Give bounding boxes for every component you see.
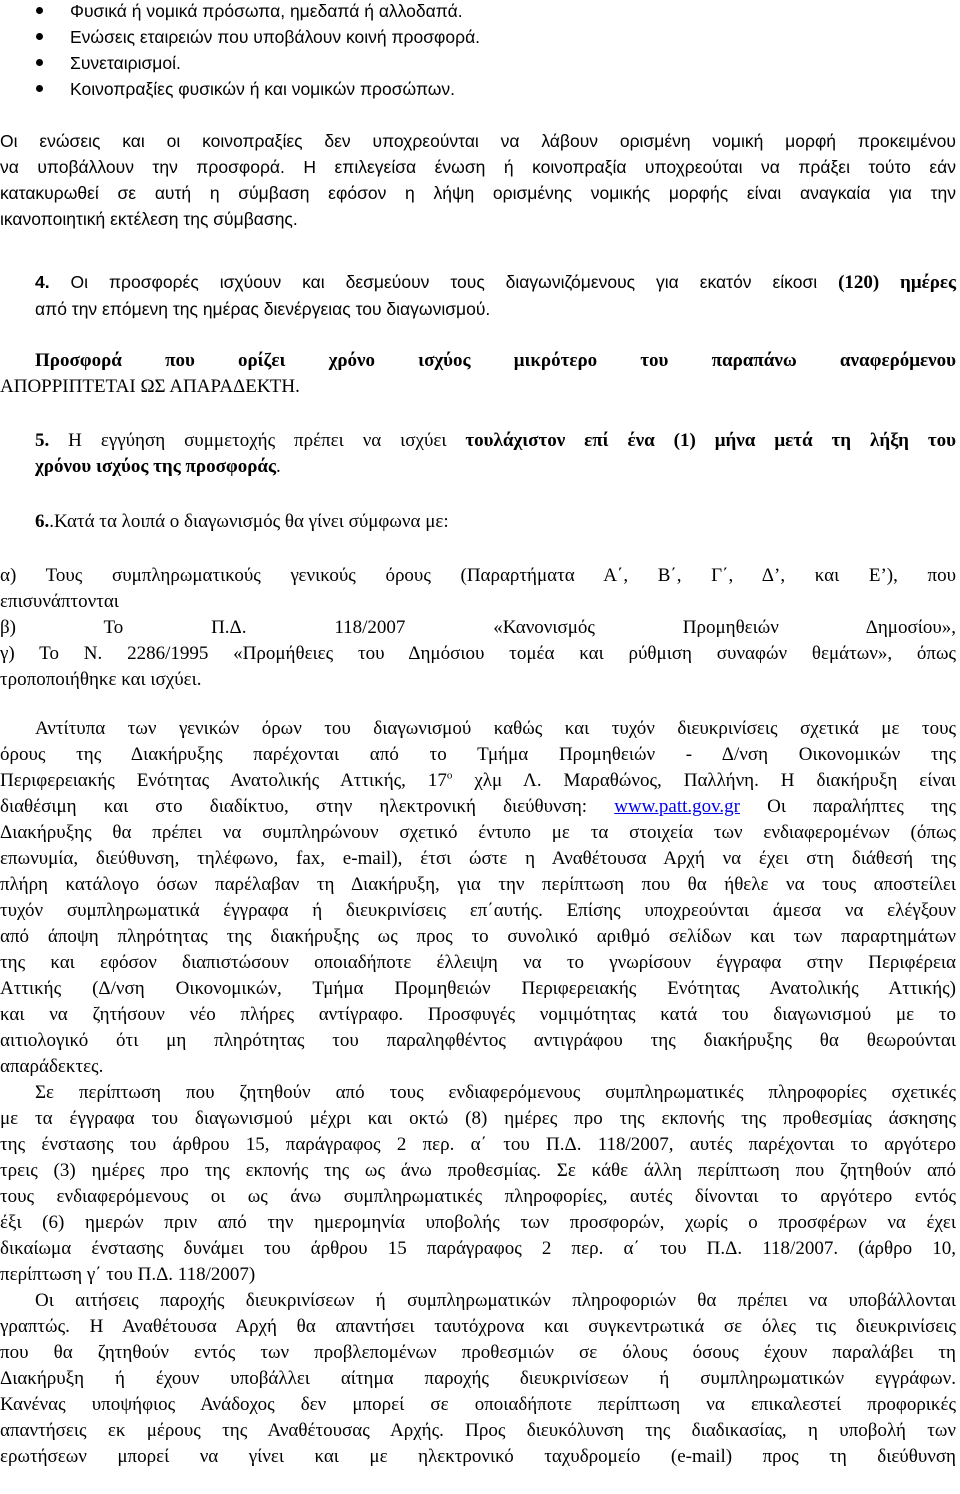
item-number: 5. [35,430,50,451]
list-item: Ενώσεις εταιρειών που υποβάλουν κοινή προσφορά. [34,24,934,50]
item-6-terms-intro: 6..Κατά τα λοιπά ο διαγωνισμός θα γίνει σύμφωνα με: [35,511,449,532]
eligible-bidders-list [34,0,934,102]
website-link[interactable]: www.patt.gov.gr [614,796,740,817]
requests-paragraph: Οι αιτήσεις παροχής διευκρινίσεων ή συμπληρωματικών πληροφοριών θα πρέπει να υποβάλλονται γραπτώς. Η Αναθέτουσα Αρχή θα απαντήσει ταυτόχρονα και συγκεντρωτικά σε όλες τις διευκρινίσεις που θα ζητηθούν εντός των προβλεπομένων προθεσμιών σε όλους όσους έχουν παραλάβει τη Διακήρυξη ή έχουν υποβάλλει αίτημα παροχής διευκρινίσεων ή συμπληρωματικών εγγράφων. Κανένας υποψήφιος Ανάδοχος δεν μπορεί σε οποιαδήποτε περίπτωση να επικαλεστεί προφορικές απαντήσεις εκ μέρους της Αναθέτουσας Αρχής. Προς διευκόλυνση της διαδικασίας, η υποβολή των ερωτήσεων μπορεί να γίνει και με ηλεκτρονικό ταχυδρομείο (e-mail) προς τη διεύθυνση [0,1290,956,1467]
bullet-icon [36,33,43,40]
clarifications-paragraph: Σε περίπτωση που ζητηθούν από τους ενδιαφερόμενους συμπληρωματικές πληροφορίες σχετικές με τα έγγραφα του διαγωνισμού μέχρι και οκτώ (8) ημέρες προ της εκπονής της προθεσμίας άσκησης της ένστασης του άρθρου 15, παράγραφος 2 περ. α΄ του Π.Δ. 118/2007, αυτές παρέχονται το αργότερο τρεις (3) ημέρες προ της εκπονής της ως άνω προθεσμίας. Σε κάθε άλλη περίπτωση που ζητηθούν από τους ενδιαφερόμενους οι ως άνω συμπληρωματικές πληροφορίες, αυτές δίνονται το αργότερο εντός έξι (6) ημερών πριν από την ημερομηνία υποβολής των προσφορών, χωρίς ο προσφέρων να έχει δικαίωμα ένστασης δυνάμει του άρθρου 15 παράγραφος 2 περ. α΄ του Π.Δ. 118/2007. (άρθρο 10, περίπτωση γ΄ του Π.Δ. 118/2007) [0,1082,956,1285]
rejection-warning: Προσφορά που ορίζει χρόνο ισχύος μικρότερο του παραπάνω αναφερόμενου ΑΠΟΡΡΙΠΤΕΤΑΙ ΩΣ ΑΠΑΡΑΔΕΚΤΗ. [0,350,956,397]
item-4-validity: 4. Οι προσφορές ισχύουν και δεσμεύουν τους διαγωνιζόμενους για εκατόν είκοσι (120) ημέρες από την επόμενη της ημέρας διενέργειας του διαγωνισμού. [35,272,957,319]
list-item: Φυσικά ή νομικά πρόσωπα, ημεδαπά ή αλλοδαπά. [34,0,934,24]
bullet-icon [36,85,43,92]
terms-list: α) Τους συμπληρωματικούς γενικούς όρους (Παραρτήματα Α΄, Β΄, Γ΄, Δ’, και Ε’), που επισυνάπτονται β) Το Π.Δ. 118/2007 «Κανονισμός Προμηθειών Δημοσίου», γ) Το Ν. 2286/1995 «Προμήθειες του Δημόσιου τομέα και ρύθμιση συναφών θεμάτων», όπως τροποποιήθηκε και ισχύει. [0,565,956,690]
copies-paragraph: Αντίτυπα των γενικών όρων του διαγωνισμού καθώς και τυχόν διευκρινίσεις σχετικά με τους όρους της Διακήρυξης παρέχονται από το Τμήμα Προμηθειών - Δ/νση Οικονομικών της Περιφερειακής Ενότητας Ανατολικής Αττικής, $17^o$ χλμ Λ. Μαραθώνος, Παλλήνη. Η διακήρυξη είναι διαθέσιμη και στο διαδίκτυο, στην ηλεκτρονική διεύθυνση: www.patt.gov.gr Οι παραλήπτες της Διακήρυξης θα πρέπει να συμπληρώνουν σχετικό έντυπο με τα στοιχεία των ενδιαφερομένων (όπως επωνυμία, διεύθυνση, τηλέφωνο, fax, e-mail), έτσι ώστε η Αναθέτουσα Αρχή να έχει στη διάθεσή της πλήρη κατάλογο όσων παρέλαβαν τη Διακήρυξη, για την περίπτωση που θα ήθελε να τους αποστείλει τυχόν συμπληρωματικά έγγραφα ή διευκρινίσεις επ΄αυτής. Επίσης υποχρεούνται άμεσα να ελέγξουν από άποψη πληρότητας της διακήρυξης ως προς το συνολικό αριθμό σελίδων και των παραρτημάτων της και εφόσον διαπιστώσουν οποιαδήποτε έλλειψη να το γνωρίσουν έγγραφα στην Περιφέρεια Αττικής (Δ/νση Οικονομικών, Τμήμα Προμηθειών Περιφερειακής Ενότητας Ανατολικής Αττικής) και να ζητήσουν νέο πλήρες αντίγραφο. Προσφυγές νομιμότητας κατά του διαγωνισμού με το αιτιολογικό ότι μη πληρότητας του παραληφθέντος αντιγράφου της διακήρυξης θα θεωρούνται απαράδεκτες. [0,718,956,1077]
bullet-icon [36,59,43,66]
bullet-icon [36,7,43,14]
unions-paragraph: Οι ενώσεις και οι κοινοπραξίες δεν υποχρεούνται να λάβουν ορισμένη νομική μορφή προκειμένου να υποβάλλουν την προσφορά. Η επιλεγείσα ένωση ή κοινοπραξία υποχρεούται να πράξει τούτο εάν κατακυρωθεί σε αυτή η σύμβαση εφόσον η λήψη ορισμένης νομικής μορφής είναι αναγκαία για την ικανοποιητική εκτέλεση της σύμβασης. [0,131,956,229]
item-number: 4. [35,272,50,292]
item-number: 6. [35,511,50,532]
list-item: Κοινοπραξίες φυσικών ή και νομικών προσώπων. [34,76,934,102]
item-5-guarantee: 5. Η εγγύηση συμμετοχής πρέπει να ισχύει τουλάχιστον επί ένα (1) μήνα μετά τη λήξη του χρόνου ισχύος της προσφοράς. [35,430,957,477]
list-item: Συνεταιρισμοί. [34,50,934,76]
